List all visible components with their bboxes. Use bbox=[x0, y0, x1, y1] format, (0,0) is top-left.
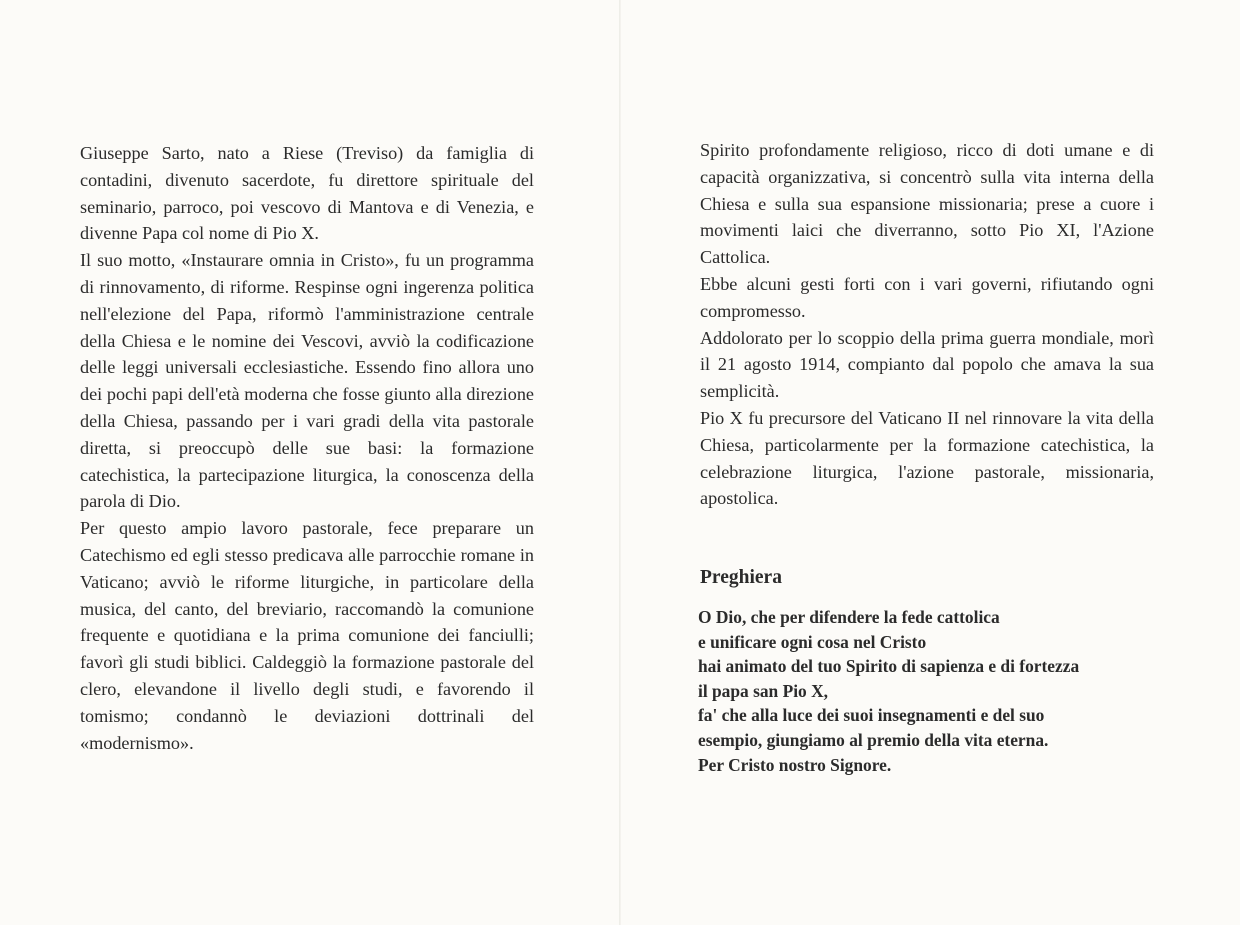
paragraph-death: Addolorato per lo scoppio della prima guerra mondiale, morì il 21 agosto 1914, compianto dal popolo che amava la sua semplicità. bbox=[700, 327, 1154, 402]
prayer-line: il papa san Pio X, bbox=[698, 680, 828, 701]
prayer-line: Per Cristo nostro Signore. bbox=[698, 754, 892, 775]
prayer-line: e unificare ogni cosa nel Cristo bbox=[698, 631, 927, 652]
paragraph-governments: Ebbe alcuni gesti forti con i vari governi, rifiutando ogni compromesso. bbox=[700, 273, 1154, 321]
prayer-text bbox=[698, 605, 1168, 777]
paragraph-pastoral-work: Per questo ampio lavoro pastorale, fece preparare un Catechismo ed egli stesso predicava alle parrocchie romane in Vaticano; avviò le riforme liturgiche, in particolare della musica, del canto, del breviario, raccomandò la comunione frequente e quotidiana e la prima comunione dei fanciulli; favorì gli studi biblici. Caldeggiò la formazione pastorale del clero, elevandone il livello degli studi, e favorendo il tomismo; condannò le deviazioni dottrinali del «modernismo». bbox=[80, 518, 534, 753]
paragraph-religious-spirit: Spirito profondamente religioso, ricco di doti umane e di capacità organizzativa, si concentrò sulla vita interna della Chiesa e sulla sua espansione missionaria; prese a cuore i movimenti laici che diverranno, sotto Pio XI, l'Azione Cattolica. bbox=[700, 140, 1154, 268]
prayer-line: fa' che alla luce dei suoi insegnamenti e del suo bbox=[698, 705, 1045, 726]
biography-column-right bbox=[700, 137, 1154, 512]
prayer-line: O Dio, che per difendere la fede cattolica bbox=[698, 607, 1000, 627]
paragraph-origins: Giuseppe Sarto, nato a Riese (Treviso) da famiglia di contadini, divenuto sacerdote, fu direttore spirituale del seminario, parroco, poi vescovo di Mantova e di Venezia, e divenne Papa col nome di Pio X. bbox=[80, 143, 534, 244]
paragraph-motto-reforms: Il suo motto, «Instaurare omnia in Cristo», fu un programma di rinnovamento, di riforme. Respinse ogni ingerenza politica nell'elezione del Papa, riformò l'amministrazione centrale della Chiesa e le nomine dei Vescovi, avviò la codificazione delle leggi universali ecclesiastiche. Essendo fino allora uno dei pochi papi dell'età moderna che fosse giunto alla direzione della Chiesa, passando per i vari gradi della vita pastorale diretta, si preoccupò delle sue basi: la formazione catechistica, la partecipazione liturgica, la conoscenza della parola di Dio. bbox=[80, 250, 534, 512]
biography-column-left bbox=[80, 140, 534, 756]
prayer-line: hai animato del tuo Spirito di sapienza e di fortezza bbox=[698, 656, 1080, 677]
prayer-line: esempio, giungiamo al premio della vita eterna. bbox=[698, 729, 1049, 750]
paragraph-precursor: Pio X fu precursore del Vaticano II nel rinnovare la vita della Chiesa, particolarmente per la formazione catechistica, la celebrazione liturgica, l'azione pastorale, missionaria, apostolica. bbox=[700, 407, 1154, 509]
prayer-heading: Preghiera bbox=[700, 567, 782, 588]
